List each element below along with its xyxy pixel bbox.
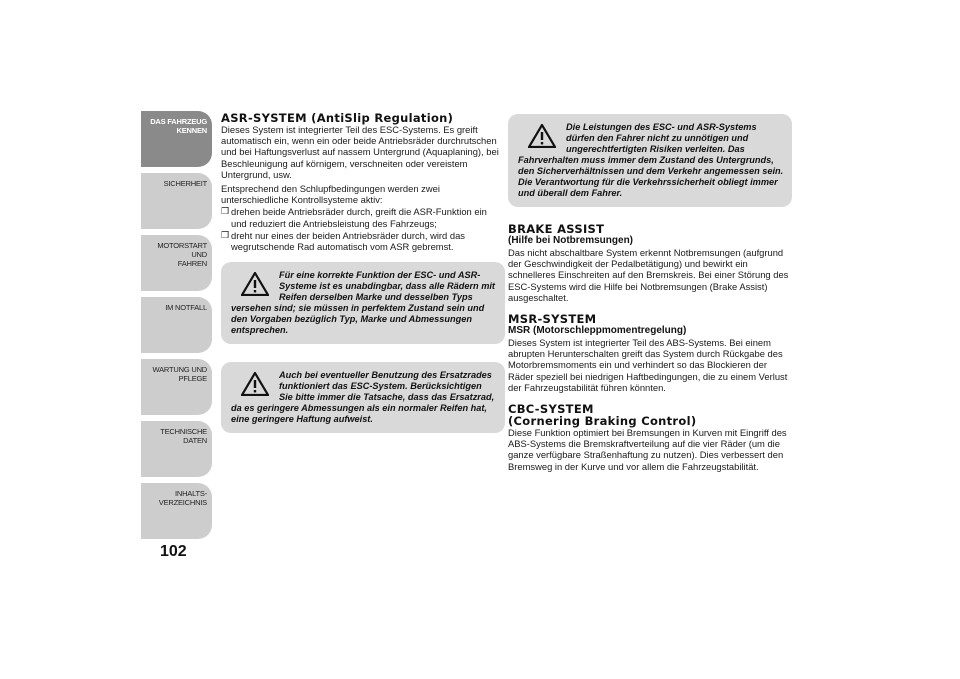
warning-box-tyres xyxy=(221,262,505,344)
tab-im-notfall[interactable]: IM NOTFALL xyxy=(141,297,212,353)
asr-bullet-list xyxy=(221,206,505,252)
list-item xyxy=(221,230,505,252)
msr-section xyxy=(508,313,792,393)
brake-assist-text: Das nicht abschaltbare System erkennt Notbremsungen (aufgrund der Geschwindigkeit der Pedalbetätigung) und bewirkt ein schnelleres Einschreiten auf den Bremskreis. Bei einer Störung des ESC-Systems wird die Hilfe bei Notbremsungen (Brake Assist) ausgeschaltet. xyxy=(508,247,789,303)
cbc-subheading: (Cornering Braking Control) xyxy=(508,414,697,429)
warning-text: Für eine korrekte Funktion der ESC- und ASR-Systeme ist es unabdingbar, dass alle Rädern mit Reifen derselben Marke und desselben Typs versehen sind; sie müssen in perfektem Zustand sein und den Vorgaben bezüglich Typ, Marke und Abmessungen entsprechen. xyxy=(231,270,495,336)
msr-heading: MSR-SYSTEM xyxy=(508,312,597,327)
left-column xyxy=(221,112,505,433)
msr-subheading: MSR (Motorschleppmomentregelung) xyxy=(508,325,687,337)
asr-paragraph-1: Dieses System ist integrierter Teil des ESC-Systems. Es greift automatisch ein, wenn ein oder beide Antriebsräder durchrutschen und bei Haftungsverlust auf nassem Untergrund (Aquaplaning), bei Beschleunigung auf körnigem, verschneiten oder vereistem Untergrund, usw. xyxy=(221,124,499,180)
tab-technische-daten[interactable]: TECHNISCHE DATEN xyxy=(141,421,212,477)
brake-assist-heading: BRAKE ASSIST xyxy=(508,222,605,236)
right-column xyxy=(508,114,792,475)
checkbox-bullet-icon: ❒ xyxy=(221,229,230,240)
list-item-text: dreht nur eines der beiden Antriebsräder durch, wird das wegrutschende Rad automatisch vom ASR gebremst. xyxy=(231,229,465,253)
cbc-section xyxy=(508,403,792,472)
warning-box-spare-wheel xyxy=(221,362,505,433)
asr-heading: ASR-SYSTEM (AntiSlip Regulation) xyxy=(221,111,454,125)
cbc-heading: CBC-SYSTEM xyxy=(508,402,594,417)
msr-text: Dieses System ist integrierter Teil des ABS-Systems. Bei einem abrupten Herunterschalten greift das System durch Rückgabe des Motorbremsmoments ein und verhindert so das Blockieren der Räder speziell bei niedrigen Haftbedingungen, die zu einem Verlust der Fahrzeugstabilität führen könnten. xyxy=(508,337,788,393)
warning-box-driver-responsibility xyxy=(508,114,792,207)
checkbox-bullet-icon: ❒ xyxy=(221,206,230,217)
brake-assist-section xyxy=(508,223,792,303)
tab-motorstart-und-fahren[interactable]: MOTORSTART UND FAHREN xyxy=(141,235,212,291)
tab-inhaltsverzeichnis[interactable]: INHALTS- VERZEICHNIS xyxy=(141,483,212,539)
tab-wartung-und-pflege[interactable]: WARTUNG UND PFLEGE xyxy=(141,359,212,415)
warning-triangle-icon xyxy=(528,124,556,148)
brake-assist-subheading: (Hilfe bei Notbremsungen) xyxy=(508,235,634,246)
list-item-text: drehen beide Antriebsräder durch, greift die ASR-Funktion ein und reduziert die Antriebsleistung des Fahrzeugs; xyxy=(231,206,487,229)
warning-text: Auch bei eventueller Benutzung des Ersatzrades funktioniert das ESC-System. Berücksichtigen Sie bitte immer die Tatsache, dass das Ersatzrad, da es geringere Abmessungen als ein normaler Reifen hat, eine geringere Haftung aufweist. xyxy=(231,370,495,425)
warning-text: Die Leistungen des ESC- und ASR-Systems dürfen den Fahrer nicht zu unnötigen und ungerechtfertigten Risiken verleiten. Das Fahrverhalten muss immer dem Zustand des Untergrunds, den Sicherverhältnissen und dem Verkehr angemessen sein. Die Verantwortung für die Verkehrssicherheit obliegt immer und überall dem Fahrer. xyxy=(518,122,784,198)
asr-paragraph-2: Entsprechend den Schlupfbedingungen werden zwei unterschiedliche Kontrollsysteme aktiv: xyxy=(221,183,440,206)
warning-triangle-icon xyxy=(241,272,269,296)
warning-triangle-icon xyxy=(241,372,269,396)
page-number: 102 xyxy=(160,543,187,560)
list-item xyxy=(221,206,505,228)
cbc-text: Diese Funktion optimiert bei Bremsungen in Kurven mit Eingriff des ABS-Systems die Bremskraftverteilung auf die vier Räder (um die ganze verfügbare Straßenhaftung zu nutzen). Dies verbessert den Bremsweg in der Kurve und vor allem die Fahrzeugstabilität. xyxy=(508,427,787,472)
tab-das-fahrzeug-kennen[interactable]: DAS FAHRZEUG KENNEN xyxy=(141,111,212,167)
tab-sicherheit[interactable]: SICHERHEIT xyxy=(141,173,212,229)
